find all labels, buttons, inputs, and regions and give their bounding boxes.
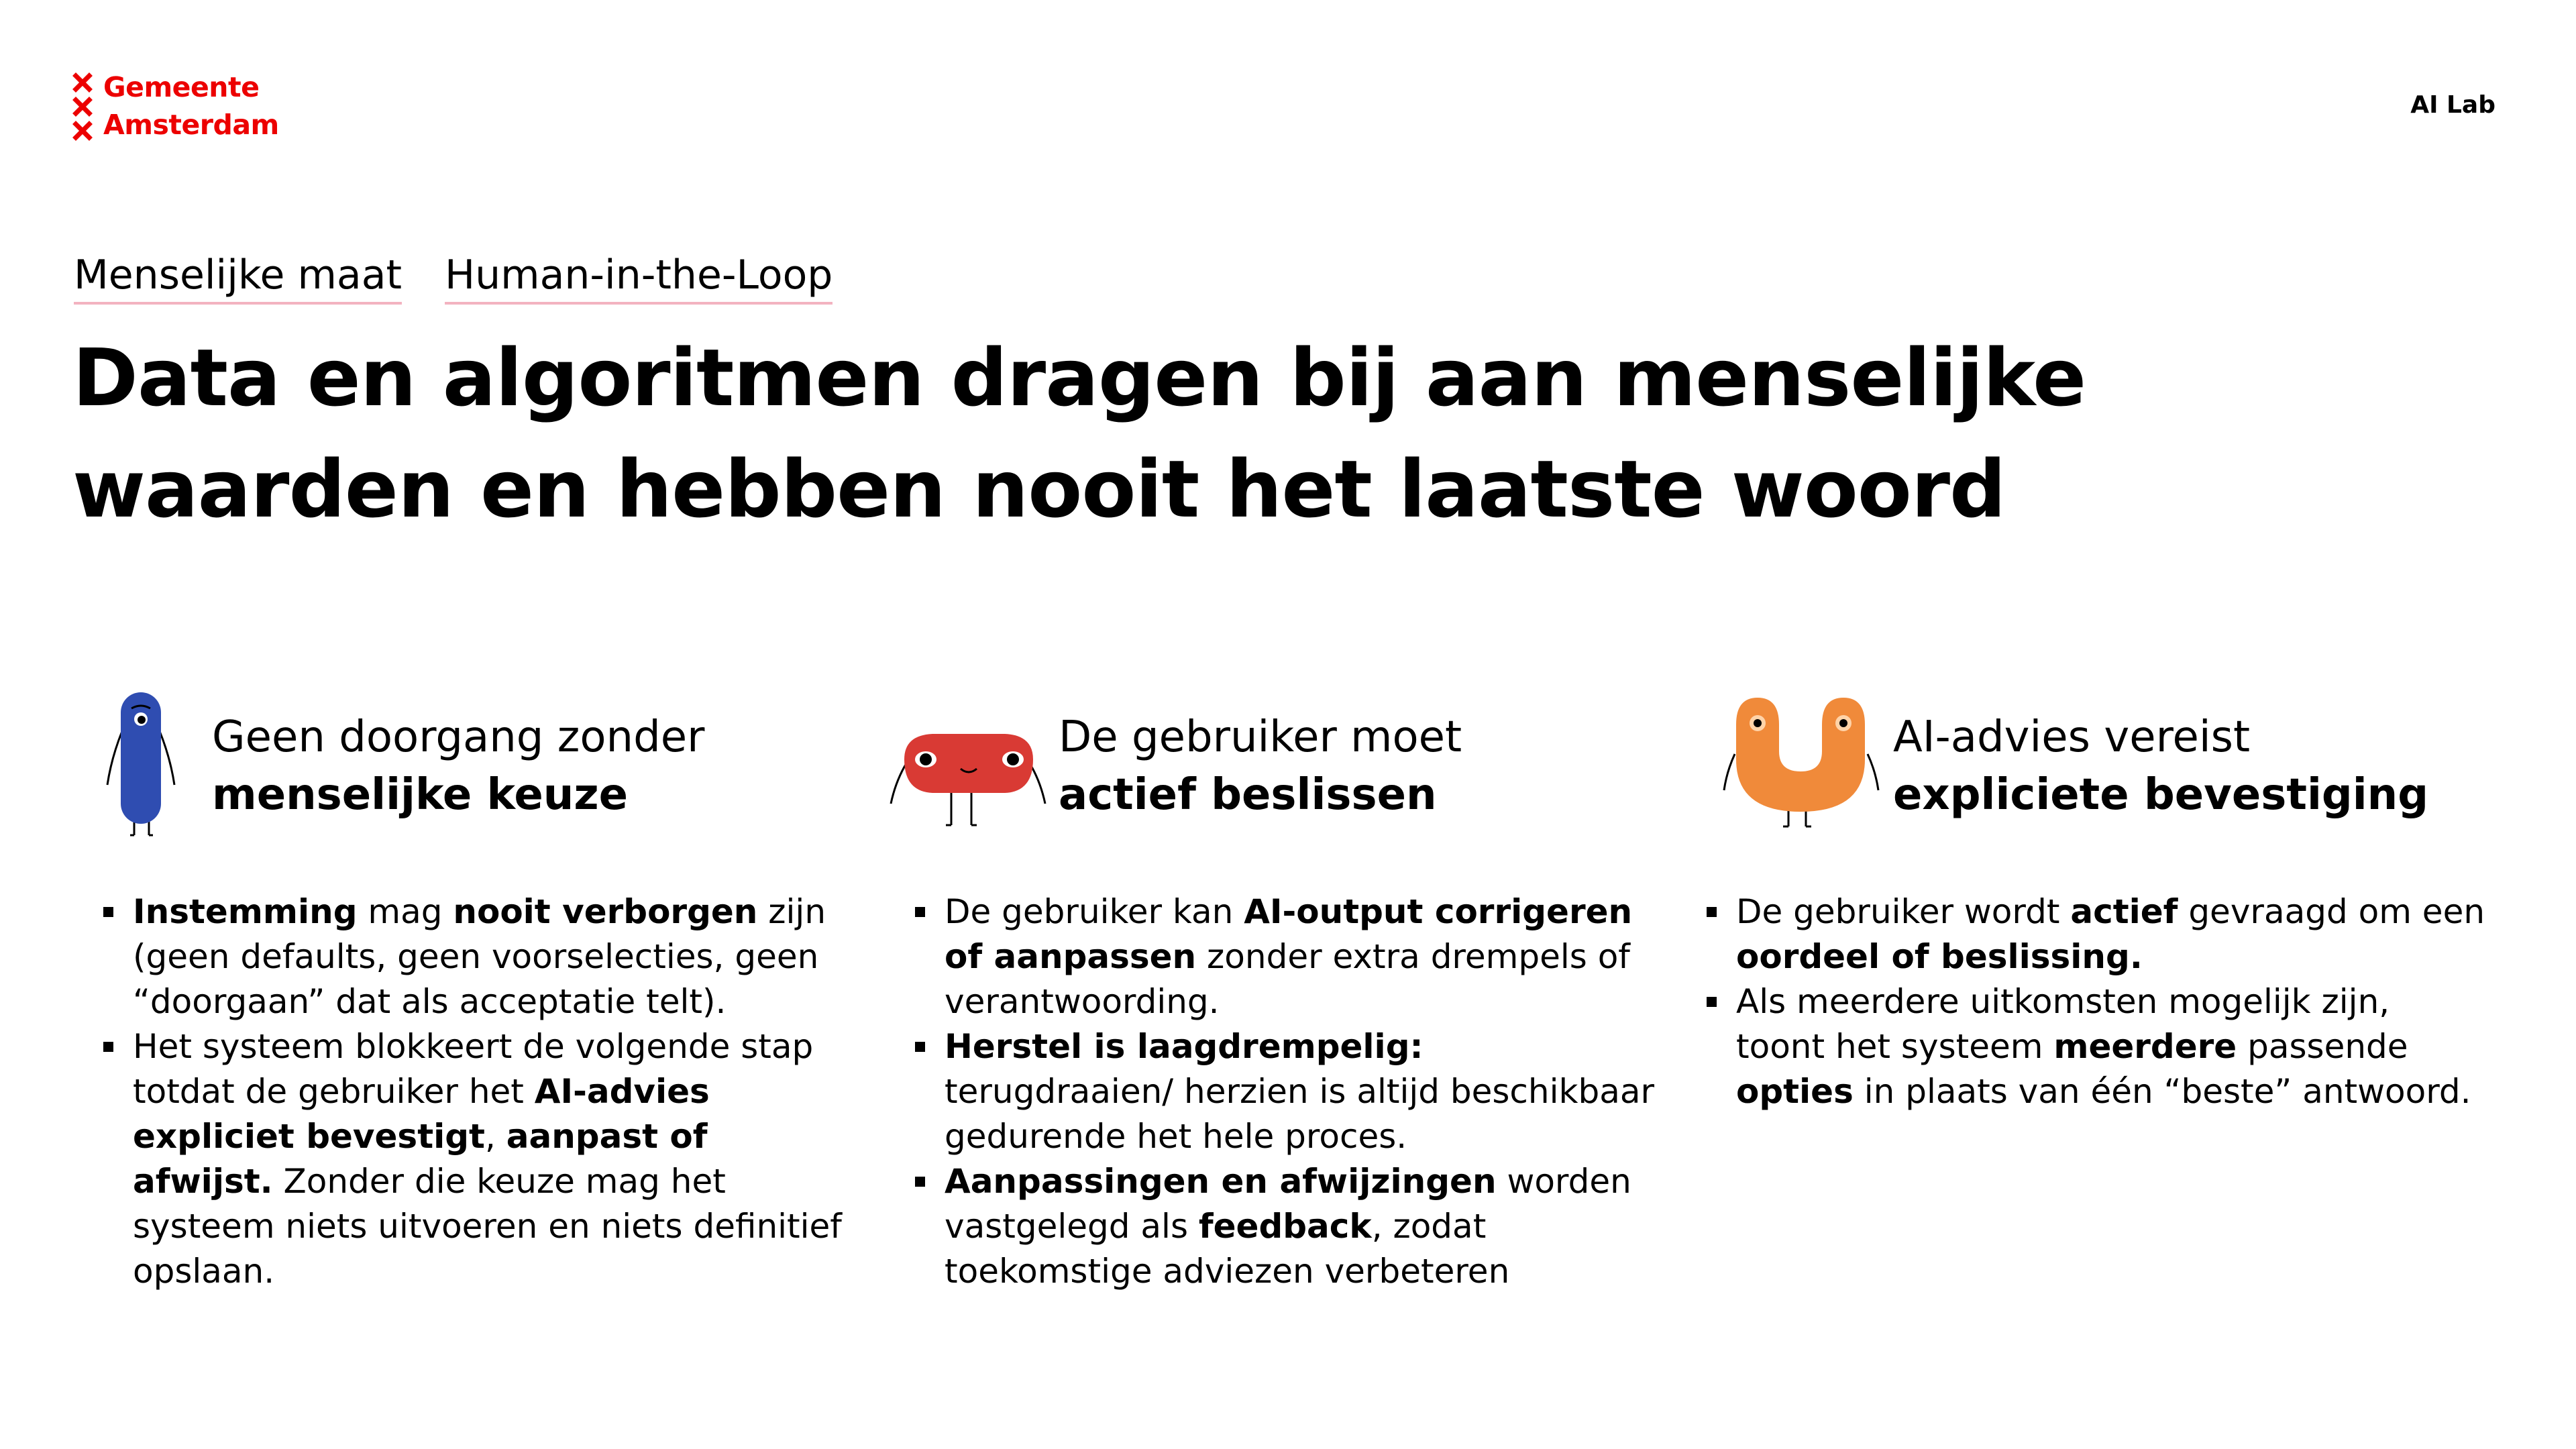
card-title-strong: expliciete bevestiging [1893,770,2429,820]
brand-line-1: Gemeente [103,71,260,103]
text: terugdraaien/ herzien is altijd beschikbaar gedurende het hele proces. [945,1072,1655,1156]
card-header [87,684,859,839]
text: De gebruiker kan [945,892,1244,931]
blue-pill-character-icon [87,684,201,839]
bold-text: Herstel is laagdrempelig: [945,1027,1424,1066]
title-line-2: waarden en hebben nooit het laatste woord [72,443,2006,535]
card-title-strong: actief beslissen [1059,770,1437,820]
bold-text: oordeel of beslissing. [1736,937,2143,976]
text: mag [357,892,453,931]
list-item [906,1024,1656,1159]
tag-human-in-the-loop: Human-in-the-Loop [445,248,833,305]
list-item [906,890,1656,1024]
bullet-list [94,890,859,1294]
bold-text: nooit verborgen [453,892,758,931]
text: zijn (geen defaults, geen voorselecties, geen “doorgaan” dat als acceptatie telt). [133,892,826,1021]
bold-text: meerdere [2053,1027,2237,1066]
card-title [1893,708,2428,824]
bold-text: feedback [1198,1207,1372,1246]
card-title [1059,708,1462,824]
text: worden vastgelegd als [945,1162,1631,1246]
bullet-list [906,890,1656,1294]
brand-name [103,68,279,144]
andreas-crosses-icon [72,72,95,145]
orange-u-character-icon [1716,684,1888,839]
text: , zodat toekomstige adviezen verbeteren [945,1207,1510,1291]
cross-icon [72,121,93,141]
ai-lab-label: AI Lab [2410,91,2496,119]
red-blob-character-icon [884,684,1053,839]
card-title [212,708,704,824]
principle-card-3 [1716,684,2487,1114]
bold-text: AI-output corrigeren of aanpassen [945,892,1633,976]
tag-menselijke-maat: Menselijke maat [74,248,402,305]
gemeente-amsterdam-logo [72,68,279,145]
cross-icon [72,72,93,93]
card-header [1716,684,2487,839]
text: Zonder die keuze mag het systeem niets uitvoeren en niets definitief opslaan. [133,1162,842,1291]
card-title-light: De gebruiker moet [1059,712,1462,762]
bold-text: Aanpassingen en afwijzingen [945,1162,1497,1201]
text: , [484,1117,506,1156]
bold-text: aanpast of afwijst. [133,1117,708,1201]
bold-text: actief [2070,892,2178,931]
card-header [884,684,1656,839]
text: Als meerdere uitkomsten mogelijk zijn, toont het systeem [1736,982,2390,1066]
list-item [906,1159,1656,1294]
title-line-1: Data en algoritmen dragen bij aan menselijke [72,331,2086,424]
text: passende [2237,1027,2408,1066]
page-title [72,322,2219,545]
list-item [1697,979,2487,1114]
cross-icon [72,97,93,117]
principle-card-2 [884,684,1656,1294]
card-title-strong: menselijke keuze [212,770,628,820]
bullet-list [1697,890,2487,1114]
bold-text: opties [1736,1072,1854,1111]
principle-card-1 [87,684,859,1294]
list-item [94,1024,859,1294]
text: De gebruiker wordt [1736,892,2071,931]
text: in plaats van één “beste” antwoord. [1853,1072,2471,1111]
topic-tags [74,248,833,305]
card-title-light: Geen doorgang zonder [212,712,705,762]
card-title-light: AI-advies vereist [1893,712,2251,762]
text: Het systeem blokkeert de volgende stap totdat de gebruiker het [133,1027,814,1111]
bold-text: AI-advies expliciet bevestigt [133,1072,710,1156]
list-item [94,890,859,1024]
brand-line-2: Amsterdam [103,109,279,141]
text: zonder extra drempels of verantwoording. [945,937,1630,1021]
bold-text: Instemming [133,892,358,931]
text: gevraagd om een [2178,892,2485,931]
list-item [1697,890,2487,979]
